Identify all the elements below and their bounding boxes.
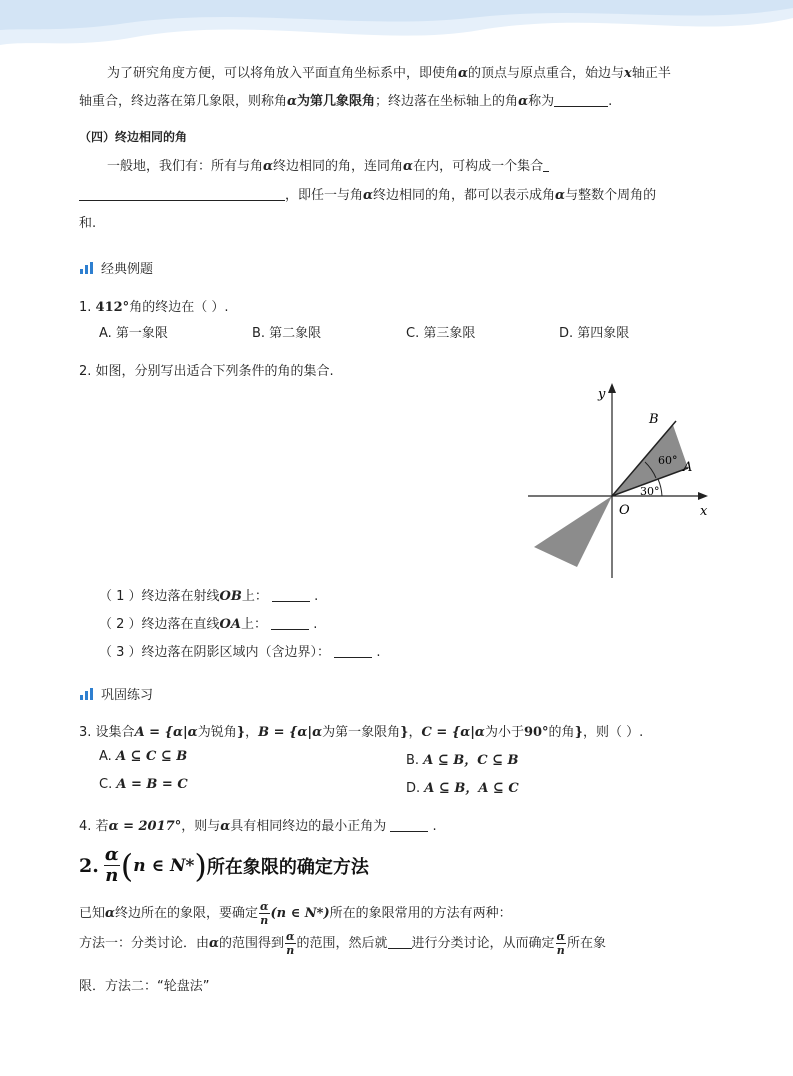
alpha-over-n: $\frac{\alpha}{n}$ (556, 930, 566, 957)
examples-heading-label: 经典例题 (101, 262, 154, 277)
q3-option-a: A. A ⊆ C ⊆ B (99, 749, 188, 764)
q2-sub-2: （ 2 ）终边落在直线OA上： . (99, 617, 318, 632)
origin-label: O (619, 503, 630, 518)
q3-option-b: B. A ⊆ B，C ⊆ B (406, 753, 519, 768)
q1-option-d: D. 第四象限 (559, 326, 630, 341)
bar-chart-icon (80, 688, 93, 700)
y-axis-arrow-icon (608, 383, 616, 393)
q2-sub-3: （ 3 ）终边落在阴影区域内（含边界）： . (99, 645, 381, 660)
bar-chart-icon (80, 262, 93, 274)
header-wave (0, 0, 793, 60)
section-4-line-1: 一般地，我们有：所有与角α终边相同的角，连同角α在内，可构成一个集合 (107, 155, 549, 174)
answer-blank (272, 589, 310, 602)
answer-blank (334, 645, 372, 658)
method-line-3: 限．方法二：“轮盘法” (79, 979, 210, 994)
practice-heading (80, 684, 153, 703)
answer-blank (390, 819, 428, 832)
point-a-label: A (683, 460, 693, 475)
question-3: 3. 设集合A = {α|α为锐角}，B = {α|α为第一象限角}，C = {α|α为小于90°的角}，则（ ）. (79, 725, 644, 740)
section-4-title: （四）终边相同的角 (79, 130, 188, 144)
q1-option-a: A. 第一象限 (99, 326, 168, 341)
x-axis-arrow-icon (698, 492, 708, 500)
alpha-over-n: $\frac{\alpha}{n}$ (104, 844, 119, 886)
practice-heading-label: 巩固练习 (101, 688, 154, 703)
section-4-line-3: 和. (79, 216, 97, 231)
q3-option-d: D. A ⊆ B，A ⊆ C (406, 781, 519, 796)
angle-60-label: 60° (658, 454, 678, 467)
intro-line-2: 轴重合，终边落在第几象限，则称角α为第几象限角；终边落在坐标轴上的角α称为 . (79, 94, 613, 109)
alpha-over-n: $\frac{\alpha}{n}$ (260, 900, 269, 927)
answer-blank (554, 94, 608, 107)
answer-blank (388, 936, 412, 949)
shaded-region-lower (534, 496, 612, 567)
y-axis-label: y (598, 387, 606, 402)
question-4: 4. 若α = 2017°，则与α具有相同终边的最小正角为 . (79, 819, 437, 834)
angle-30-label: 30° (640, 485, 660, 498)
q3-option-c: C. A = B = C (99, 777, 188, 792)
q2-sub-1: （ 1 ）终边落在射线OB上： . (99, 589, 319, 604)
angle-figure (520, 378, 720, 583)
q1-option-b: B. 第二象限 (252, 326, 322, 341)
x-axis-label: x (700, 504, 708, 519)
heading-quadrant-method: 2. $\frac{\alpha}{n}$ ( n ∈ N* ) 所在象限的确定方法 (79, 844, 369, 886)
q1-option-c: C. 第三象限 (406, 326, 476, 341)
question-1: 1. 412°角的终边在（ ）. (79, 300, 229, 315)
section-4-line-2: ，即任一与角α终边相同的角，都可以表示成角α与整数个周角的 (79, 184, 656, 203)
intro-line-1: 为了研究角度方便，可以将角放入平面直角坐标系中，即使角α的顶点与原点重合，始边与x轴正半 (107, 66, 671, 81)
answer-blank (79, 188, 285, 201)
examples-heading (80, 258, 153, 277)
answer-blank (543, 159, 549, 172)
point-b-label: B (649, 412, 659, 427)
question-2: 2. 如图，分别写出适合下列条件的角的集合. (79, 364, 334, 379)
method-line-2: 方法一：分类讨论．由α的范围得到 $\frac{\alpha}{n}$ 的范围，然后就 进行分类讨论，从而确定 $\frac{\alpha}{n}$ 所在象 (79, 930, 607, 957)
method-line-1: 已知α终边所在的象限，要确定 $\frac{\alpha}{n}$ (n ∈ N*)所在的象限常用的方法有两种： (79, 900, 512, 927)
answer-blank (271, 617, 309, 630)
alpha-over-n: $\frac{\alpha}{n}$ (286, 930, 295, 957)
